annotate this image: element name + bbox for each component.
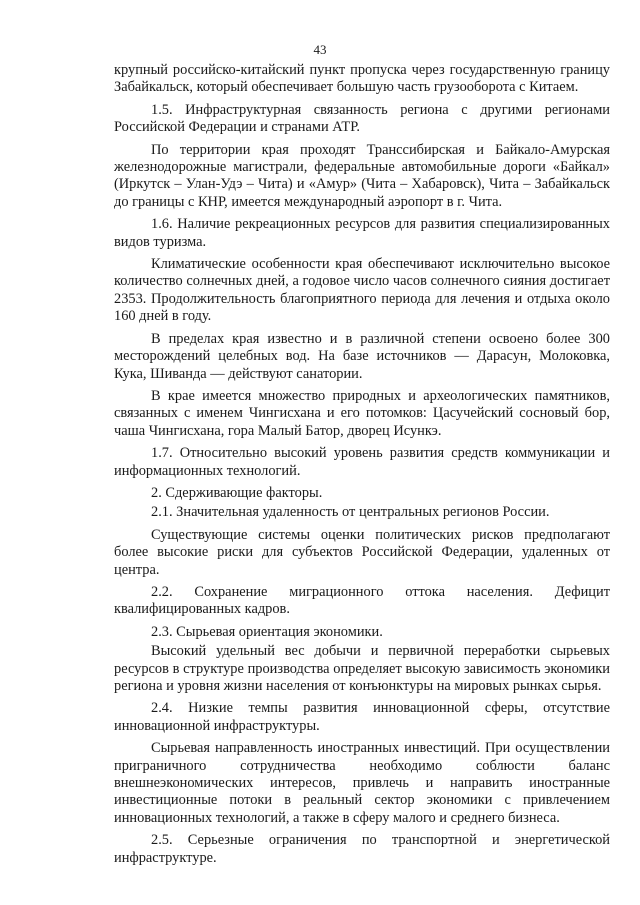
page-number: 43 [313,42,327,57]
paragraph-2-2-heading: 2.2. Сохранение миграционного оттока населения. Дефицит квалифицированных кадров. [114,583,610,618]
paragraph-2-4-heading: 2.4. Низкие темпы развития инновационной сферы, отсутствие инновационной инфраструктуры. [114,700,610,734]
paragraph-2-3-heading: 2.3. Сырьевая ориентация экономики. [151,623,383,640]
paragraph-foreign-investment: Сырьевая направленность иностранных инвестиций. При осуществлении приграничного сотрудничества необходимо соблюсти баланс внешнеэкономических интересов, привлечь и направить иностранные инвестиционные потоки в реальный сектор экономики с привлечением инновационных технологий, а также в сферу малого и среднего бизнеса. [114,740,610,826]
paragraph-2-1-heading: 2.1. Значительная удаленность от центральных регионов России. [151,504,550,521]
paragraph-transport-network: По территории края проходят Транссибирская и Байкало-Амурская железнодорожные магистрали, федеральные автомобильные дороги «Байкал» (Иркутск – Улан-Удэ – Чита) и «Амур» (Чита – Хабаровск), Чита – Забайкальск до границы с КНР, имеется международный аэропорт в г. Чита. [114,141,610,210]
document-body [114,62,610,872]
paragraph-1-7-heading: 1.7. Относительно высокий уровень развития средств коммуникации и информационных технологий. [114,445,610,479]
paragraph-monuments: В крае имеется множество природных и археологических памятников, связанных с именем Чингисхана и его потомков: Цасучейский сосновый бор, чаша Чингисхана, гора Малый Батор, дворец Исункэ. [114,387,610,439]
paragraph-2-heading: 2. Сдерживающие факторы. [151,484,323,501]
paragraph-political-risks: Существующие системы оценки политических рисков предполагают более высокие риски для субъектов Российской Федерации, удаленных от центра. [114,526,610,578]
paragraph-1-5-heading: 1.5. Инфраструктурная связанность региона с другими регионами Российской Федерации и странами АТР. [114,101,610,136]
paragraph-border-crossing: крупный российско-китайский пункт пропуска через государственную границу Забайкальск, который обеспечивает большую часть грузооборота с Китаем. [114,62,610,96]
paragraph-climate: Климатические особенности края обеспечивают исключительно высокое количество солнечных дней, а годовое число часов солнечного сияния достигает 2353. Продолжительность благоприятного периода для лечения и отдыха около 160 дней в году. [114,256,610,325]
paragraph-1-6-heading: 1.6. Наличие рекреационных ресурсов для развития специализированных видов туризма. [114,216,610,250]
paragraph-mineral-waters: В пределах края известно и в различной степени освоено более 300 месторождений целебных вод. На базе источников — Дарасун, Молоковка, Кука, Шиванда — действуют санатории. [114,330,610,382]
paragraph-raw-materials: Высокий удельный вес добычи и первичной переработки сырьевых ресурсов в структуре производства определяет высокую зависимость экономики региона и уровня жизни населения от конъюнктуры на мировых рынках сырья. [114,643,610,694]
paragraph-2-5-heading: 2.5. Серьезные ограничения по транспортной и энергетической инфраструктуре. [114,832,610,866]
